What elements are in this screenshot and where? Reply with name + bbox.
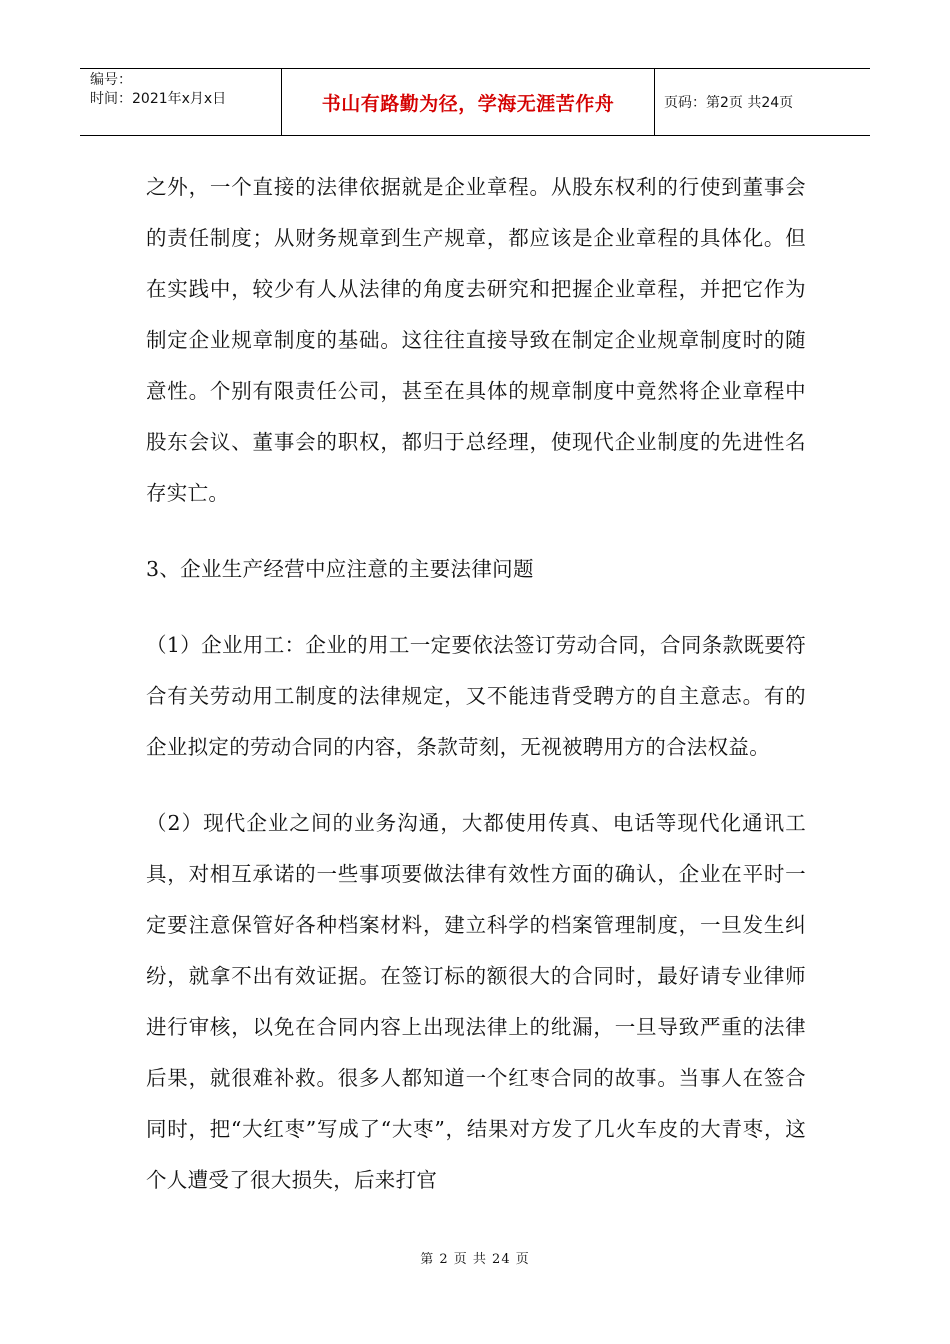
page-footer: 第 2 页 共 24 页 xyxy=(420,1252,530,1267)
header-page-cell xyxy=(655,69,870,135)
paragraph-articles-of-association: 之外，一个直接的法律依据就是企业章程。从股东权利的行使到董事会的责任制度；从财务规章到生产规章，都应该是企业章程的具体化。但在实践中，较少有人从法律的角度去研究和把握企业章程，并把它作为制定企业规章制度的基础。这往往直接导致在制定企业规章制度时的随意性。个别有限责任公司，甚至在具体的规章制度中竟然将企业章程中股东会议、董事会的职权，都归于总经理，使现代企业制度的先进性名存实亡。 xyxy=(146,175,806,505)
paragraph-employment: （1）企业用工：企业的用工一定要依法签订劳动合同，合同条款既要符合有关劳动用工制度的法律规定，又不能违背受聘方的自主意志。有的企业拟定的劳动合同的内容，条款苛刻，无视被聘用方的合法权益。 xyxy=(146,633,806,759)
header-meta-cell xyxy=(80,69,282,135)
serial-number-label: 编号： xyxy=(90,72,132,88)
paragraph-communication-records: （2）现代企业之间的业务沟通，大都使用传真、电话等现代化通讯工具，对相互承诺的一些事项要做法律有效性方面的确认，企业在平时一定要注意保管好各种档案材料，建立科学的档案管理制度，一旦发生纠纷，就拿不出有效证据。在签订标的额很大的合同时，最好请专业律师进行审核，以免在合同内容上出现法律上的纰漏，一旦导致严重的法律后果，就很难补救。很多人都知道一个红枣合同的故事。当事人在签合同时，把“大红枣”写成了“大枣”，结果对方发了几火车皮的大青枣，这个人遭受了很大损失，后来打官 xyxy=(146,811,806,1192)
section-heading-3: 3、企业生产经营中应注意的主要法律问题 xyxy=(146,557,534,581)
page-info: 页码：第2页 共24页 xyxy=(664,95,794,111)
header-motto-cell xyxy=(282,69,655,135)
date-label: 时间：2021年x月x日 xyxy=(90,91,227,107)
document-body xyxy=(146,162,806,1206)
document-header xyxy=(80,68,870,136)
motto-text: 书山有路勤为径，学海无涯苦作舟 xyxy=(321,92,615,115)
